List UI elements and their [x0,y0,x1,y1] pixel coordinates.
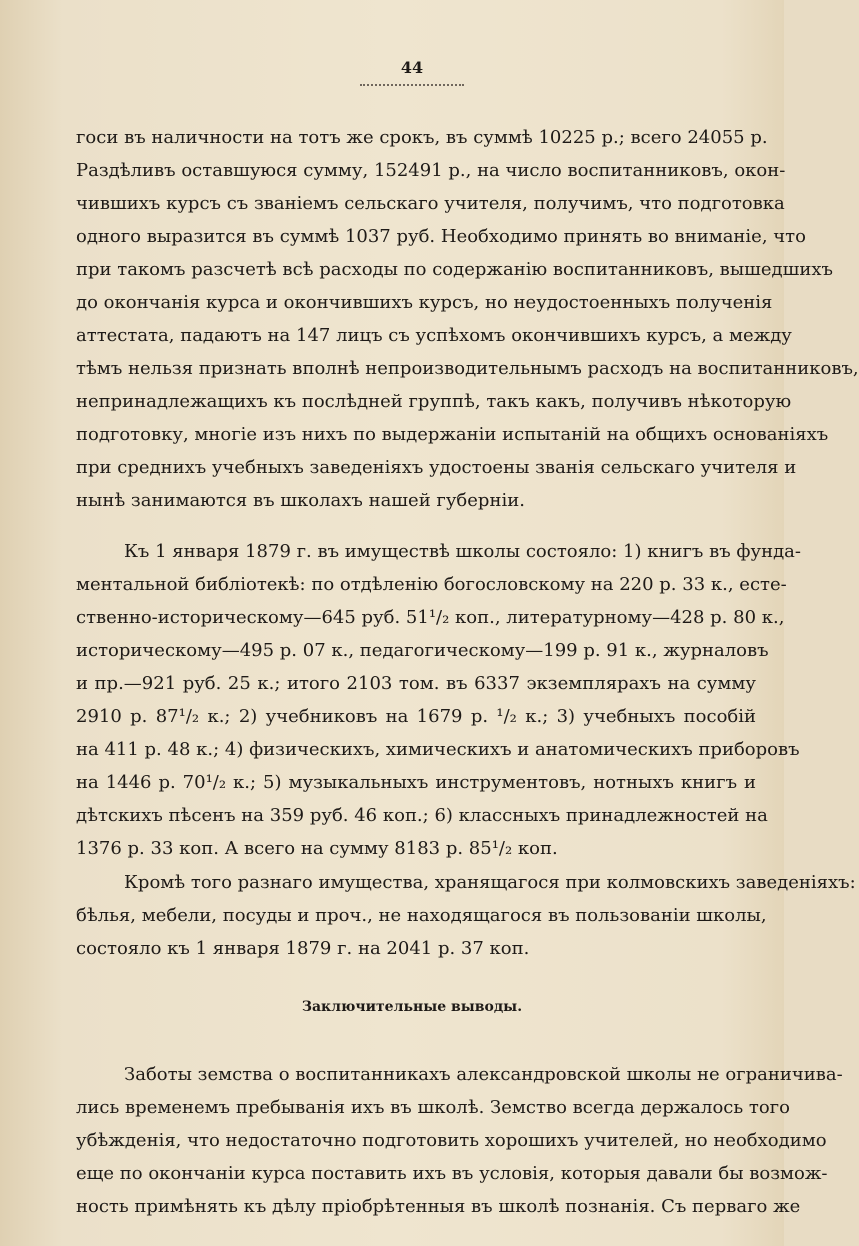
text-line: убѣжденія, что недостаточно подготовить хорошихъ учителей, но необходимо [76,1130,827,1151]
text-line: тѣмъ нельзя признать вполнѣ непроизводительнымъ расходъ на воспитанниковъ, [76,358,859,379]
text-line: ментальной библіотекѣ: по отдѣленію богословскому на 220 р. 33 к., есте- [76,574,787,595]
text-line: ность примѣнять къ дѣлу пріобрѣтенныя въ школѣ познанія. Съ перваго же [76,1196,801,1217]
text-line: на 1446 р. 70¹/₂ к.; 5) музыкальныхъ инструментовъ, нотныхъ книгъ и [76,772,756,793]
text-line: и пр.—921 руб. 25 к.; итого 2103 том. въ 6337 экземплярахъ на сумму [76,673,756,694]
paragraph-budget-summary [76,121,859,517]
text-line: нынѣ занимаются въ школахъ нашей губерніи. [76,490,525,511]
text-line: 2910 р. 87¹/₂ к.; 2) учебниковъ на 1679 р. ¹/₂ к.; 3) учебныхъ пособій [76,706,756,727]
section-heading: Заключительные выводы. [301,999,523,1015]
text-line: при среднихъ учебныхъ заведеніяхъ удостоены званія сельскаго учителя и [76,457,797,478]
text-line: непринадлежащихъ къ послѣдней группѣ, такъ какъ, получивъ нѣкоторую [76,391,792,412]
text-line: дѣтскихъ пѣсенъ на 359 руб. 46 коп.; 6) классныхъ принадлежностей на [76,805,768,826]
text-line: 1376 р. 33 коп. А всего на сумму 8183 р. 85¹/₂ коп. [76,838,558,859]
text-line: лись временемъ пребыванія ихъ въ школѣ. Земство всегда держалось того [76,1097,790,1118]
text-line: при такомъ разсчетѣ всѣ расходы по содержанію воспитанниковъ, вышедшихъ [76,259,833,280]
text-line: до окончанія курса и окончившихъ курсъ, но неудостоенныхъ полученія [76,292,773,313]
text-line: ственно-историческому—645 руб. 51¹/₂ коп., литературному—428 р. 80 к., [76,607,785,628]
text-line: Къ 1 января 1879 г. въ имуществѣ школы состояло: 1) книгъ въ фунда- [124,541,801,562]
page-number-rule [360,84,464,86]
paragraph-conclusions [76,1058,843,1223]
text-line: Раздѣливъ оставшуюся сумму, 152491 р., на число воспитанниковъ, окон- [76,160,786,181]
text-line: чившихъ курсъ съ званіемъ сельскаго учителя, получимъ, что подготовка [76,193,785,214]
page-number: 44 [400,58,424,77]
text-line: госи въ наличности на тотъ же срокъ, въ суммѣ 10225 р.; всего 24055 р. [76,127,768,148]
text-line: подготовку, многіе изъ нихъ по выдержаніи испытаній на общихъ основаніяхъ [76,424,829,445]
text-line: состояло къ 1 января 1879 г. на 2041 р. 37 коп. [76,938,530,959]
text-line: одного выразится въ суммѣ 1037 руб. Необходимо принять во вниманіе, что [76,226,806,247]
text-line: еще по окончаніи курса поставить ихъ въ условія, которыя давали бы возмож- [76,1163,828,1184]
text-line: бѣлья, мебели, посуды и проч., не находящагося въ пользованіи школы, [76,905,767,926]
text-line: на 411 р. 48 к.; 4) физическихъ, химическихъ и анатомическихъ приборовъ [76,739,800,760]
paragraph-other-property [76,866,856,965]
text-line: Кромѣ того разнаго имущества, хранящагося при колмовскихъ заведеніяхъ: [124,872,856,893]
paragraph-school-property [76,535,801,865]
text-line: историческому—495 р. 07 к., педагогическому—199 р. 91 к., журналовъ [76,640,769,661]
text-line: Заботы земства о воспитанникахъ александровской школы не ограничива- [124,1064,843,1085]
text-line: аттестата, падаютъ на 147 лицъ съ успѣхомъ окончившихъ курсъ, а между [76,325,792,346]
